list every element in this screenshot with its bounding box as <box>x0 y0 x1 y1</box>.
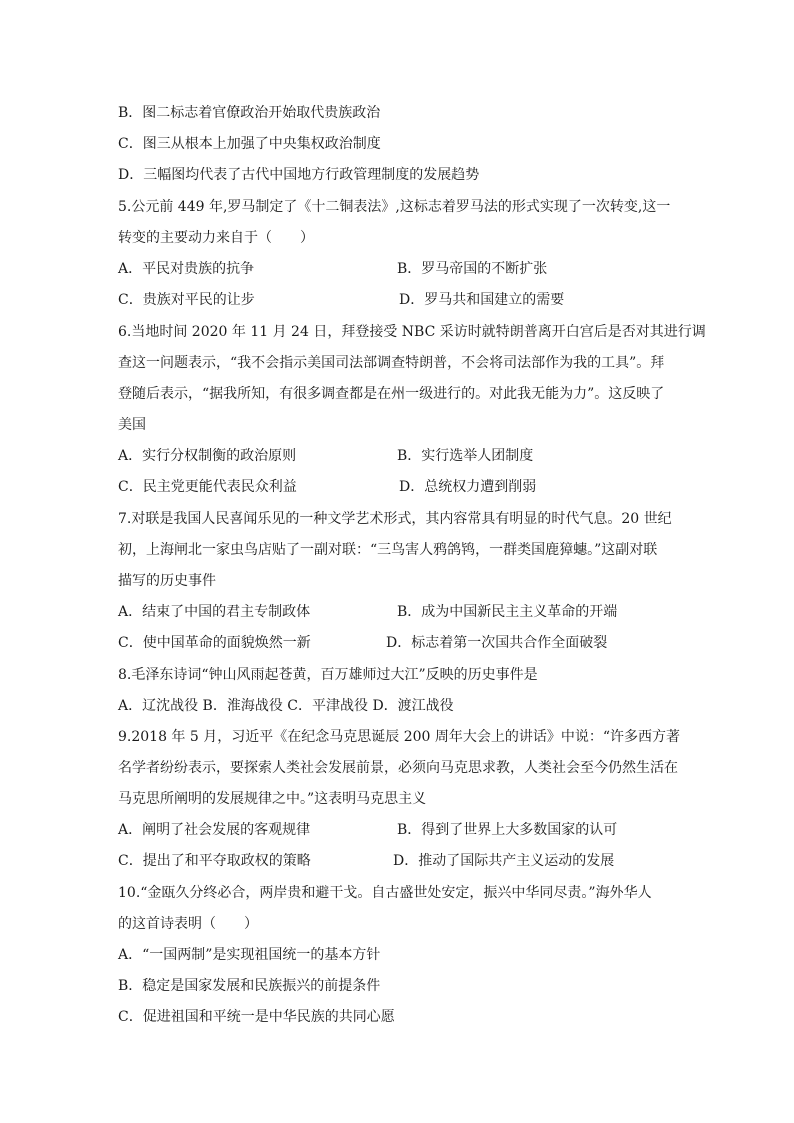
q6-option-b: B．实行选举人团制度 <box>397 448 534 464</box>
q7-option-b: B．成为中国新民主主义革命的开端 <box>397 604 618 620</box>
q4-option-b: B．图二标志着官僚政治开始取代贵族政治 <box>118 105 381 121</box>
q7-stem-line-1: 7.对联是我国人民喜闻乐见的一种文学艺术形式，其内容常具有明显的时代气息。20 世纪 <box>118 511 672 527</box>
q5-stem-line-2: 转变的主要动力来自于（ ） <box>118 230 314 246</box>
q6-option-d: D．总统权力遭到削弱 <box>399 479 537 495</box>
q7-option-a: A．结束了中国的君主专制政体 <box>118 604 311 620</box>
q10-stem-line-1: 10.“金瓯久分终必合，两岸贵和避干戈。自古盛世处安定，振兴中华同尽责。”海外华人 <box>118 885 652 901</box>
q5-option-b: B．罗马帝国的不断扩张 <box>397 261 548 277</box>
q9-option-c: C．提出了和平夺取政权的策略 <box>118 853 311 869</box>
q5-option-c: C．贵族对平民的让步 <box>118 292 255 308</box>
q10-option-a: A．“一国两制”是实现祖国统一的基本方针 <box>118 947 381 963</box>
q6-stem-line-2: 查这一问题表示，“我不会指示美国司法部调查特朗普，不会将司法部作为我的工具”。拜 <box>118 355 665 371</box>
q5-option-a: A．平民对贵族的抗争 <box>118 261 255 277</box>
q6-stem-line-3: 登随后表示，“据我所知，有很多调查都是在州一级进行的。对此我无能为力”。这反映了 <box>118 386 665 402</box>
q10-option-b: B．稳定是国家发展和民族振兴的前提条件 <box>118 978 381 994</box>
q6-stem-line-4: 美国 <box>118 417 146 433</box>
q4-option-c: C．图三从根本上加强了中央集权政治制度 <box>118 136 381 152</box>
q6-stem-line-1: 6.当地时间 2020 年 11 月 24 日，拜登接受 NBC 采访时就特朗普离开白宫后是否对其进行调 <box>118 324 706 340</box>
q9-stem-line-1: 9.2018 年 5 月，习近平《在纪念马克思诞辰 200 周年大会上的讲话》中说：“许多西方著 <box>118 729 681 745</box>
q7-stem-line-2: 初，上海闸北一家虫鸟店贴了一副对联：“三鸟害人鸦鸽鸨，一群类国鹿獐蟪。”这副对联 <box>118 542 658 558</box>
q8-options: A．辽沈战役 B．淮海战役 C．平津战役 D．渡江战役 <box>118 698 454 714</box>
q7-option-c: C．使中国革命的面貌焕然一新 <box>118 635 311 651</box>
q9-stem-line-2: 名学者纷纷表示，要探索人类社会发展前景，必须向马克思求教，人类社会至今仍然生活在 <box>118 760 678 776</box>
q5-option-d: D．罗马共和国建立的需要 <box>399 292 565 308</box>
q10-option-c: C．促进祖国和平统一是中华民族的共同心愿 <box>118 1009 395 1025</box>
q4-option-d: D．三幅图均代表了古代中国地方行政管理制度的发展趋势 <box>118 167 480 183</box>
q5-stem-line-1: 5.公元前 449 年,罗马制定了《十二铜表法》,这标志着罗马法的形式实现了一次转变,这一 <box>118 199 671 215</box>
q6-option-a: A．实行分权制衡的政治原则 <box>118 448 297 464</box>
q7-option-d: D．标志着第一次国共合作全面破裂 <box>386 635 608 651</box>
q9-option-b: B．得到了世界上大多数国家的认可 <box>397 822 618 838</box>
q9-stem-line-3: 马克思所阐明的发展规律之中。”这表明马克思主义 <box>118 791 427 807</box>
q9-option-a: A．阐明了社会发展的客观规律 <box>118 822 311 838</box>
q6-option-c: C．民主党更能代表民众利益 <box>118 479 297 495</box>
q10-stem-line-2: 的这首诗表明（ ） <box>118 916 258 932</box>
q9-option-d: D．推动了国际共产主义运动的发展 <box>393 853 615 869</box>
q7-stem-line-3: 描写的历史事件 <box>118 573 216 589</box>
q8-stem-line-1: 8.毛泽东诗词“钟山风雨起苍黄，百万雄师过大江”反映的历史事件是 <box>118 667 538 683</box>
